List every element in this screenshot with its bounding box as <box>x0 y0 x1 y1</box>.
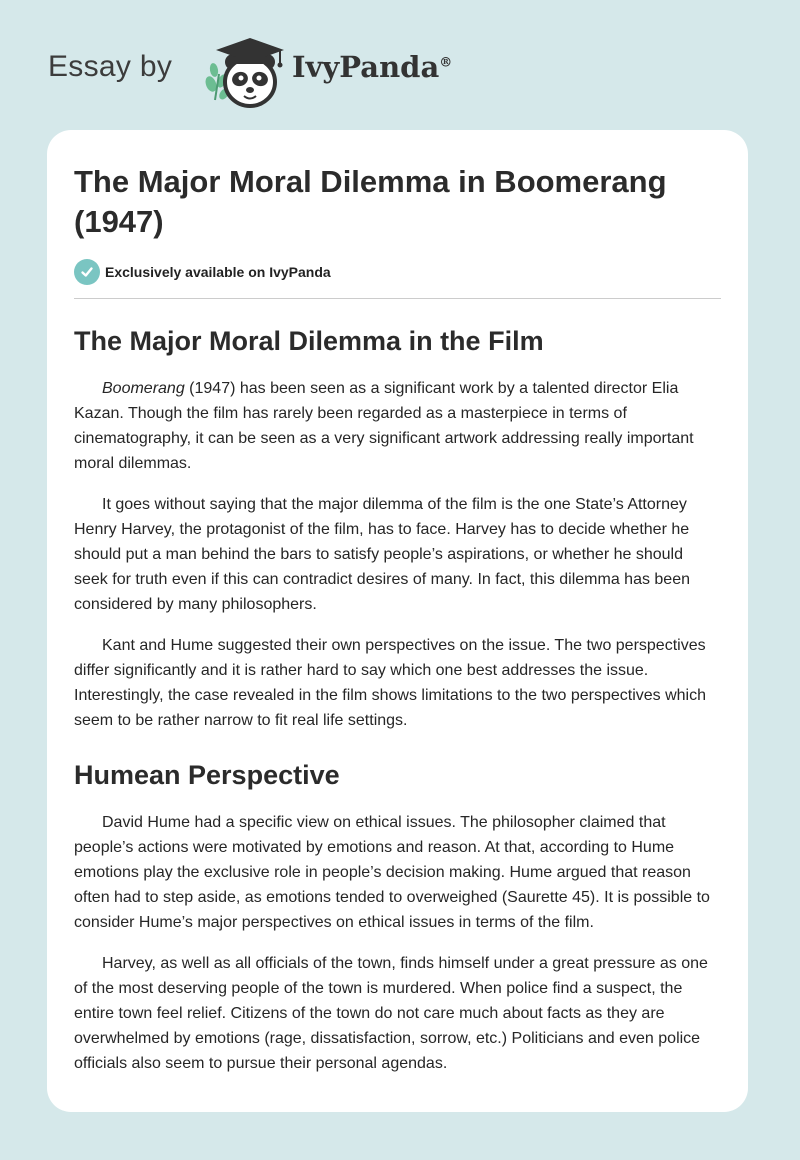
paragraph: Kant and Hume suggested their own perspectives on the issue. The two perspectives differ significantly and it is rather hard to say which one best addresses the issue. Interestingly, the case revealed in the film shows limitations to the two perspectives which seem to be rather narrow to fit real life settings. <box>74 637 706 729</box>
exclusive-badge-text: Exclusively available on IvyPanda <box>105 264 331 280</box>
site-header <box>48 32 508 112</box>
title-divider <box>74 298 721 299</box>
paragraph: Harvey, as well as all officials of the town, finds himself under a great pressure as one of the most deserving people of the town is murdered. When police find a suspect, the entire town feel relief. Citizens of the town do not care much about facts as they are overwhelmed by emotions (rage, dissatisfaction, sorrow, etc.) Politicians and even police officials also seem to pursue their personal agendas. <box>74 955 708 1072</box>
ivypanda-logo-icon[interactable] <box>200 34 296 110</box>
paragraph: Boomerang (1947) has been seen as a significant work by a talented director Elia Kazan. Though the film has rarely been regarded as a masterpiece in terms of cinematography, it can be seen as a very significant artwork addressing really important moral dilemmas. <box>74 380 694 472</box>
section-moral-dilemma <box>74 324 721 733</box>
film-title-italic: Boomerang <box>102 380 185 397</box>
section-heading: Humean Perspective <box>74 760 340 790</box>
brand-prefix: Essay by <box>48 50 173 83</box>
paragraph: David Hume had a specific view on ethical issues. The philosopher claimed that people’s actions were motivated by emotions and reason. At that, according to Hume emotions play the exclusive role in people’s decision making. Hume argued that reason often had to step aside, as emotions tended to overweighed (Saurette 45). It is possible to consider Hume’s major perspectives on ethical issues in terms of the film. <box>74 814 710 931</box>
paragraph: It goes without saying that the major dilemma of the film is the one State’s Attorney Henry Harvey, the protagonist of the film, has to face. Harvey has to decide whether he should put a man behind the bars to satisfy people’s aspirations, or whether he should seek for truth even if this can contradict desires of many. In fact, this dilemma has been considered by many philosophers. <box>74 496 690 613</box>
essay-title: The Major Moral Dilemma in Boomerang (1947) <box>74 164 667 239</box>
section-humean-perspective <box>74 758 721 1076</box>
essay-card <box>47 130 748 1112</box>
exclusive-badge <box>74 258 721 286</box>
brand-name[interactable]: IvyPanda® <box>292 50 453 84</box>
checkmark-icon <box>74 259 100 285</box>
section-heading: The Major Moral Dilemma in the Film <box>74 326 544 356</box>
